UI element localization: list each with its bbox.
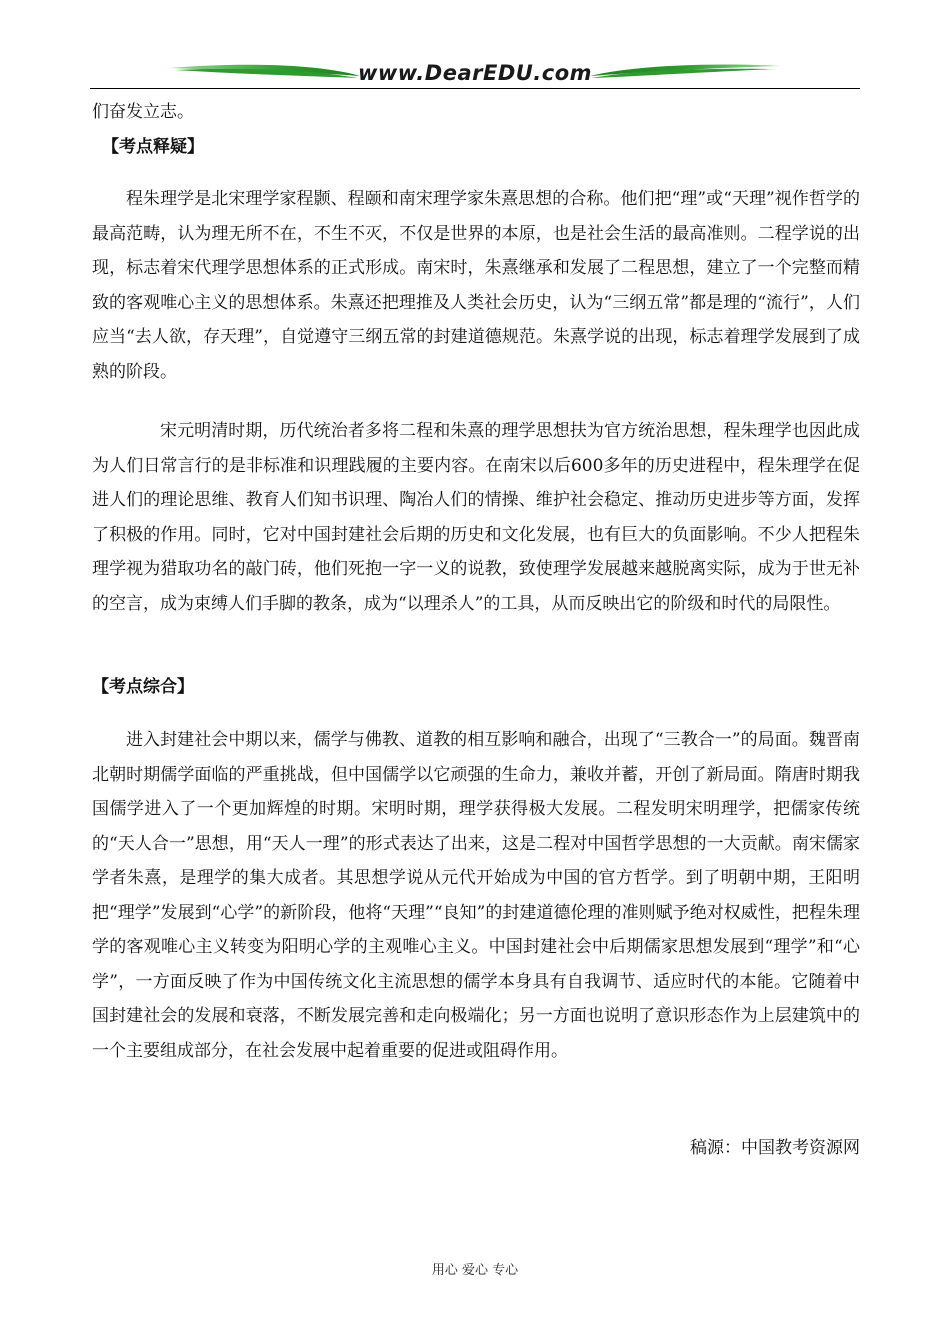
paragraph-confucianism-synthesis: 进入封建社会中期以来，儒学与佛教、道教的相互影响和融合，出现了“三教合一”的局面。魏晋南北朝时期儒学面临的严重挑战，但中国儒学以它顽强的生命力，兼收并蓄，开创了新局面。隋唐时期我国儒学进入了一个更加辉煌的时期。宋明时期，理学获得极大发展。二程发明宋明理学，把儒家传统的“天人合一”思想，用“天人一理”的形式表达了出来，这是二程对中国哲学思想的一大贡献。南宋儒家学者朱熹，是理学的集大成者。其思想学说从元代开始成为中国的官方哲学。到了明朝中期，王阳明把“理学”发展到“心学”的新阶段，他将“天理”“良知”的封建道德伦理的准则赋予绝对权威性，把程朱理学的客观唯心主义转变为阳明心学的主观唯心主义。中国封建社会中后期儒家思想发展到“理学”和“心学”，一方面反映了作为中国传统文化主流思想的儒学本身具有自我调节、适应时代的本能。它随着中国封建社会的发展和衰落，不断发展完善和走向极端化；另一方面也说明了意识形态作为上层建筑中的一个主要组成部分，在社会发展中起着重要的促进或阻碍作用。 bbox=[92, 730, 860, 1061]
page-header bbox=[90, 58, 860, 92]
paragraph-cheng-zhu-intro: 程朱理学是北宋理学家程颢、程颐和南宋理学家朱熹思想的合称。他们把“理”或“天理”视作哲学的最高范畴，认为理无所不在，不生不灭，不仅是世界的本原，也是社会生活的最高准则。二程学说的出现，标志着宋代理学思想体系的正式形成。南宋时，朱熹继承和发展了二程思想，建立了一个完整而精致的客观唯心主义的思想体系。朱熹还把理推及人类社会历史，认为“三纲五常”都是理的“流行”，人们应当“去人欲，存天理”，自觉遵守三纲五常的封建道德规范。朱熹学说的出现，标志着理学发展到了成熟的阶段。 bbox=[92, 189, 860, 382]
continuation-text: 们奋发立志。 bbox=[92, 102, 194, 122]
paragraph-cheng-zhu-influence: 宋元明清时期，历代统治者多将二程和朱熹的理学思想扶为官方统治思想，程朱理学也因此成为人们日常言行的是非标准和识理践履的主要内容。在南宋以后600多年的历史进程中，程朱理学在促进人们的理论思维、教育人们知书识理、陶冶人们的情操、维护社会稳定、推动历史进步等方面，发挥了积极的作用。同时，它对中国封建社会后期的历史和文化发展，也有巨大的负面影响。不少人把程朱理学视为猎取功名的敲门砖，他们死抱一字一义的说教，致使理学发展越来越脱离实际，成为于世无补的空言，成为束缚人们手脚的教条，成为“以理杀人”的工具，从而反映出它的阶级和时代的局限性。 bbox=[92, 421, 860, 614]
source-credit: 稿源：中国教考资源网 bbox=[690, 1138, 860, 1158]
section-heading-kaodian-shiyi: 【考点释疑】 bbox=[102, 137, 204, 157]
site-url: www.DearEDU.com bbox=[357, 61, 593, 85]
header-rule bbox=[90, 88, 860, 89]
section-heading-kaodian-zonghe: 【考点综合】 bbox=[92, 677, 194, 697]
page-footer-motto: 用心 爱心 专心 bbox=[431, 1263, 519, 1278]
